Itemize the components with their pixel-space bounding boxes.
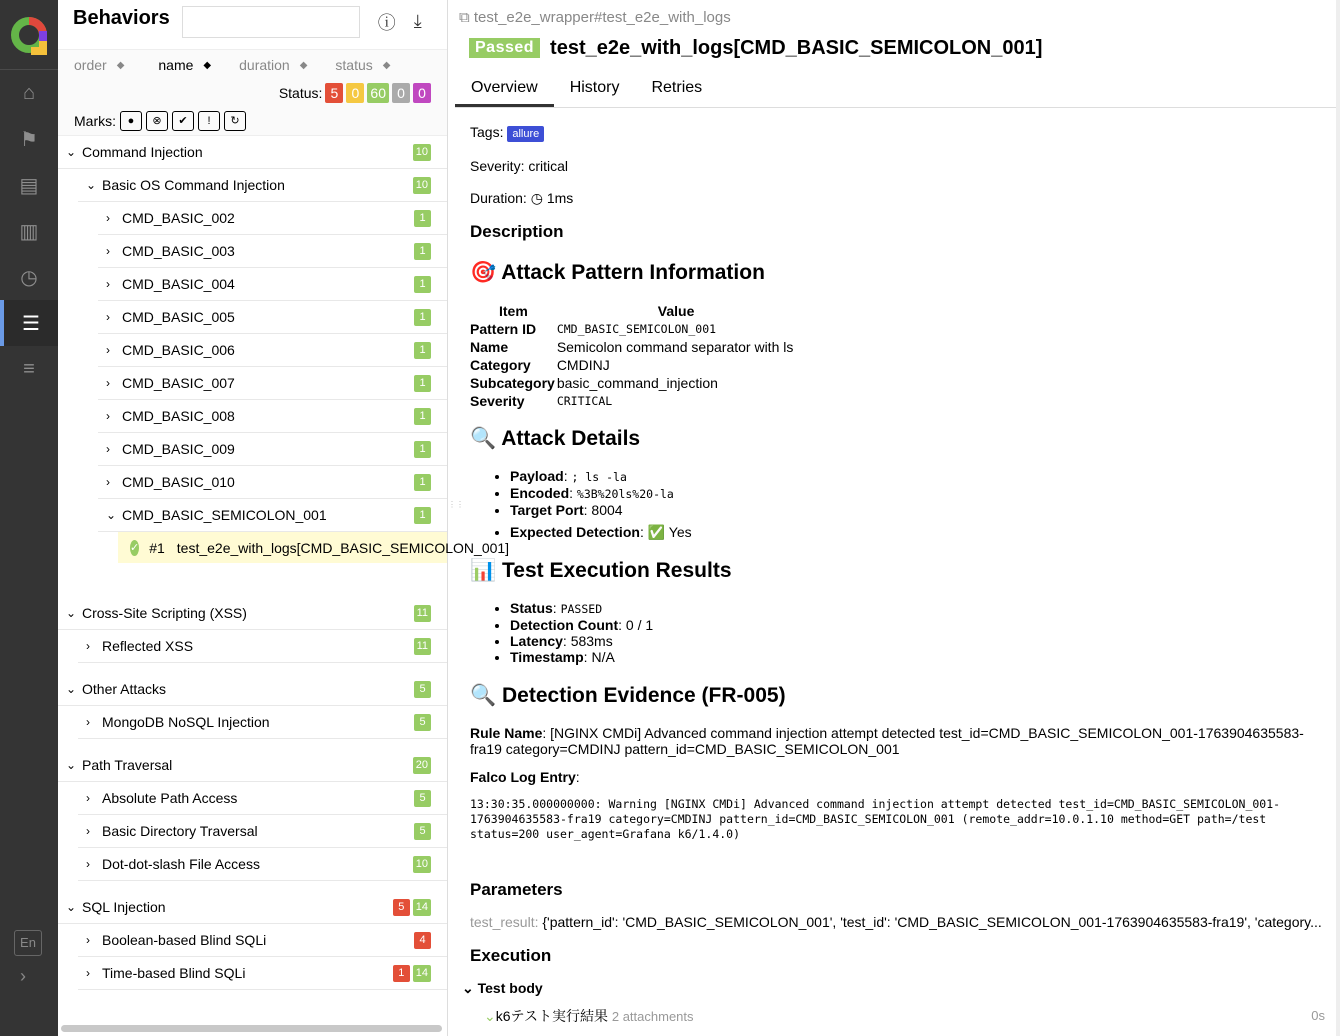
subgroup-label: Absolute Path Access bbox=[102, 790, 238, 806]
sort-bar bbox=[58, 50, 447, 80]
chevron-right-icon: › bbox=[86, 933, 90, 947]
chevron-right-icon: › bbox=[86, 966, 90, 980]
chevron-down-icon: ⌄ bbox=[66, 900, 77, 914]
tab-history[interactable]: History bbox=[569, 79, 620, 96]
chevron-down-icon: ⌄ bbox=[484, 1008, 496, 1024]
search-input[interactable] bbox=[182, 6, 360, 38]
count-badge: 10 bbox=[413, 177, 431, 194]
chevron-right-icon: › bbox=[106, 409, 110, 423]
passed-icon: ✓ bbox=[130, 541, 140, 554]
subgroup-label: Basic OS Command Injection bbox=[102, 177, 285, 193]
clock-icon: ◷ bbox=[530, 190, 543, 206]
language-button[interactable]: En bbox=[14, 930, 42, 956]
tree-subgroup-row[interactable] bbox=[78, 630, 447, 663]
list-item: • Latency: 583ms bbox=[510, 633, 1325, 649]
count-badge: 11 bbox=[414, 638, 431, 655]
chevron-right-icon: › bbox=[106, 442, 110, 456]
count-badge: 20 bbox=[413, 757, 431, 774]
home-icon[interactable]: ⌂ bbox=[22, 81, 36, 104]
flaky-icon[interactable]: ● bbox=[120, 111, 142, 131]
row-key: Pattern ID bbox=[470, 321, 537, 337]
sort-icon[interactable]: ◆ bbox=[382, 59, 391, 71]
sort-icon[interactable]: ◆ bbox=[299, 59, 308, 71]
count-badge: 14 bbox=[413, 899, 431, 916]
row-value: Semicolon command separator with ls bbox=[556, 339, 794, 355]
new-passed-icon[interactable]: ✔ bbox=[172, 111, 194, 131]
tree-group bbox=[58, 749, 447, 881]
group-label: SQL Injection bbox=[82, 899, 166, 915]
tree-story-row[interactable] bbox=[98, 334, 447, 367]
attack-details-heading: Attack Details bbox=[501, 427, 641, 450]
new-broken-icon[interactable]: ! bbox=[198, 111, 220, 131]
falco-log: 13:30:35.000000000: Warning [NGINX CMDi] Advanced command injection attempt detected test_id=CMD_BASIC_SEMICOLON_001-1763904635583-fra19 category=CMDINJ pattern_id=CMD_BASIC_SEMICOLON_001 (remote_addr=10.0.1.10 method=GET path=/test status=200 user_agent=Grafana k6/1.4.0) bbox=[470, 797, 1281, 841]
tree-story-row[interactable] bbox=[98, 499, 447, 532]
check-icon: ✅ bbox=[647, 524, 666, 540]
count-badge: 5 bbox=[414, 714, 431, 731]
item-key: Status bbox=[510, 600, 553, 616]
tree-subgroup-row[interactable] bbox=[78, 957, 447, 990]
sort-order[interactable]: order bbox=[74, 57, 107, 73]
table-row bbox=[470, 374, 795, 392]
count-badge: 4 bbox=[414, 932, 431, 949]
story-label: CMD_BASIC_003 bbox=[122, 243, 235, 259]
tree-group-row[interactable] bbox=[58, 136, 447, 169]
header-item: Item bbox=[499, 303, 528, 319]
count-badge: 1 bbox=[414, 342, 431, 359]
chevron-down-icon: ⌄ bbox=[106, 508, 117, 522]
tree-subgroup-row[interactable] bbox=[78, 815, 447, 848]
tree-story-row[interactable] bbox=[98, 268, 447, 301]
story-label: CMD_BASIC_005 bbox=[122, 309, 235, 325]
item-value: ; ls -la bbox=[571, 470, 627, 484]
tree-subgroup-row[interactable] bbox=[78, 169, 447, 202]
tree-group-row[interactable] bbox=[58, 597, 447, 630]
test-number: #1 bbox=[149, 539, 165, 556]
expand-nav-icon[interactable]: › bbox=[20, 966, 26, 986]
packages-icon[interactable]: ≡ bbox=[23, 357, 35, 380]
count-badge: 14 bbox=[413, 965, 431, 982]
count-badge: 1 bbox=[393, 965, 410, 982]
test-body-toggle[interactable]: ⌄ Test body bbox=[462, 980, 543, 996]
count-badge: 1 bbox=[414, 210, 431, 227]
marks-label: Marks: bbox=[74, 112, 116, 129]
vertical-scrollbar[interactable] bbox=[1336, 0, 1340, 1036]
chevron-right-icon: › bbox=[86, 791, 90, 805]
group-label: Cross-Site Scripting (XSS) bbox=[82, 605, 247, 621]
chevron-down-icon: ⌄ bbox=[66, 758, 77, 772]
table-row bbox=[470, 392, 795, 410]
sort-name[interactable]: name bbox=[158, 57, 194, 73]
row-key: Category bbox=[470, 357, 531, 373]
parameters-heading: Parameters bbox=[470, 880, 563, 899]
subgroup-label: Time-based Blind SQLi bbox=[102, 965, 246, 981]
tree-story-row[interactable] bbox=[98, 301, 447, 334]
row-value: basic_command_injection bbox=[556, 375, 718, 391]
graph-icon[interactable]: ▥ bbox=[19, 220, 39, 243]
sort-status[interactable]: status bbox=[335, 57, 373, 73]
count-badge: 1 bbox=[414, 474, 431, 491]
nav-sidebar bbox=[0, 0, 58, 1036]
chevron-down-icon: ⌄ bbox=[66, 145, 77, 159]
list-item: • Expected Detection: ✅ Yes bbox=[510, 524, 1325, 540]
row-value: CRITICAL bbox=[556, 394, 613, 408]
magnifier-icon: 🔍 bbox=[470, 684, 497, 707]
item-key: Detection Count bbox=[510, 617, 619, 633]
group-label: Command Injection bbox=[82, 144, 203, 160]
row-key: Name bbox=[470, 339, 509, 355]
tree-group-row[interactable] bbox=[58, 891, 447, 924]
item-value: 0 / 1 bbox=[625, 617, 654, 633]
tree-group-row[interactable] bbox=[58, 673, 447, 706]
chart-icon: 📊 bbox=[470, 559, 497, 582]
broken-filter[interactable]: 0 bbox=[346, 83, 364, 103]
tag-badge: allure bbox=[507, 126, 544, 142]
tree-subgroup-row[interactable] bbox=[78, 706, 447, 739]
rule-name-label: Rule Name bbox=[470, 725, 543, 741]
tree-group-row[interactable] bbox=[58, 749, 447, 782]
pattern-table bbox=[470, 302, 795, 410]
breadcrumb-text: test_e2e_wrapper#test_e2e_with_logs bbox=[473, 9, 731, 26]
chevron-right-icon: › bbox=[86, 715, 90, 729]
chevron-right-icon: › bbox=[106, 310, 110, 324]
story-label: CMD_BASIC_007 bbox=[122, 375, 235, 391]
tree-group bbox=[58, 597, 447, 663]
row-key: Severity bbox=[470, 393, 525, 409]
parameters-execution-section bbox=[462, 880, 1325, 1025]
story-label: CMD_BASIC_004 bbox=[122, 276, 235, 292]
count-badge: 1 bbox=[414, 276, 431, 293]
status-badge: Passed bbox=[469, 38, 540, 58]
header-value: Value bbox=[657, 303, 695, 319]
status-filter bbox=[58, 80, 447, 106]
test-body-label: Test body bbox=[477, 980, 543, 996]
table-row bbox=[470, 320, 795, 338]
tab-overview[interactable]: Overview bbox=[455, 70, 554, 107]
status-label: Status: bbox=[278, 85, 323, 101]
behaviors-icon[interactable]: ☰ bbox=[0, 300, 58, 346]
chevron-right-icon: › bbox=[106, 277, 110, 291]
chevron-right-icon: › bbox=[106, 244, 110, 258]
briefcase-icon[interactable]: ▤ bbox=[19, 174, 39, 197]
parameter: test_result: {'pattern_id': 'CMD_BASIC_SEMICOLON_001', 'test_id': 'CMD_BASIC_SEMICOLON_001-1763904635583-fra19', 'category... bbox=[470, 914, 1322, 930]
severity: Severity: critical bbox=[470, 158, 569, 174]
test-title: test_e2e_with_logs[CMD_BASIC_SEMICOLON_001] bbox=[550, 37, 1043, 59]
tree-story-row[interactable] bbox=[98, 466, 447, 499]
story-label: CMD_BASIC_010 bbox=[122, 474, 235, 490]
table-row bbox=[470, 356, 795, 374]
list-item: • Target Port: 8004 bbox=[510, 502, 1325, 518]
count-badge: 1 bbox=[414, 408, 431, 425]
duration-value: 1ms bbox=[546, 190, 574, 206]
count-badge: 1 bbox=[414, 507, 431, 524]
new-failed-icon[interactable]: ⊗ bbox=[146, 111, 168, 131]
param-name: test_result bbox=[470, 914, 535, 930]
item-key: Expected Detection bbox=[510, 524, 640, 540]
tree-group bbox=[58, 673, 447, 739]
story-label: CMD_BASIC_002 bbox=[122, 210, 235, 226]
breadcrumb bbox=[455, 0, 1340, 26]
retries-icon[interactable]: ↻ bbox=[224, 111, 246, 131]
item-value: %3B%20ls%20-la bbox=[576, 487, 674, 501]
passed-filter[interactable]: 60 bbox=[367, 83, 389, 103]
item-value: N/A bbox=[591, 649, 615, 665]
attack-details-list bbox=[510, 468, 1325, 540]
marks-filter bbox=[58, 106, 447, 136]
tags-label: Tags: bbox=[470, 124, 504, 140]
sort-icon[interactable]: ◆ bbox=[116, 59, 125, 71]
item-key: Payload bbox=[510, 468, 564, 484]
step-duration: 0s bbox=[1311, 1008, 1325, 1023]
tree-story-row[interactable] bbox=[98, 367, 447, 400]
test-details: ⧉ test_e2e_wrapper#test_e2e_with_logs Passed test_e2e_with_logs[CMD_BASIC_SEMICOLON_001] Overview History Retries Tags: allure Severity: critical Duration: ◷ 1ms Description 🎯 Attack Pattern Information Item Value Pattern ID CMD_BASIC_SEMICOLON_001 Name Semicolon command separator with ls Category CMDINJ Subcategory basic_command_injection Severity CRITICAL 🔍 Attack Details • Payload: ; ls -la • Encoded: %3B%20ls%20-la • Target Port: 8004 • Expected Detection: ✅ Yes 📊 Test Execution Results • Status: PASSED • Detection Count: 0 / 1 • Latency: 583ms • Timestamp: N/A 🔍 Detection Evidence (FR-005) Rule Name: [NGINX CMDi] Advanced command injection attempt detected test_id=CMD_BASIC_SEMICOLON_001-1763904635583-fra19 category=CMDINJ pattern_id=CMD_BASIC_SEMICOLON_001 Falco Log Entry: 13:30:35.000000000: Warning [NGINX CMDi] Advanced command injection attempt detected test_id=CMD_BASIC_SEMICOLON_001-1763904635583-fra19 category=CMDINJ pattern_id=CMD_BASIC_SEMICOLON_001 (remote_addr=10.0.1.10 method=GET path=/test status=200 user_agent=Grafana k6/1.4.0) Parameters test_result: {'pattern_id': 'CMD_BASIC_SEMICOLON_001', 'test_id': 'CMD_BASIC_SEMICOLON_001-1763904635583-fra19', 'category... Execution ⌄ Test body ⌄k6テスト実行結果 2 attachments 0s bbox=[455, 0, 1340, 1036]
failed-filter[interactable]: 5 bbox=[325, 83, 343, 103]
story-label: CMD_BASIC_009 bbox=[122, 441, 235, 457]
row-value: CMD_BASIC_SEMICOLON_001 bbox=[556, 322, 717, 336]
chevron-right-icon: › bbox=[86, 824, 90, 838]
step-attachments: 2 attachments bbox=[611, 1009, 694, 1024]
allure-logo[interactable] bbox=[0, 0, 58, 70]
execution-heading: Execution bbox=[470, 946, 552, 965]
chevron-down-icon: ⌄ bbox=[66, 682, 77, 696]
param-value: {'pattern_id': 'CMD_BASIC_SEMICOLON_001', 'test_id': 'CMD_BASIC_SEMICOLON_001-1763904635583-fra19', 'category... bbox=[542, 914, 1322, 930]
tree-story-row[interactable] bbox=[98, 433, 447, 466]
falco-label: Falco Log Entry bbox=[470, 769, 576, 785]
results-heading: Test Execution Results bbox=[502, 559, 732, 582]
duration-label: Duration: bbox=[470, 190, 527, 206]
skipped-filter[interactable]: 0 bbox=[392, 83, 410, 103]
list-item: • Detection Count: 0 / 1 bbox=[510, 617, 1325, 633]
flag-icon[interactable]: ⚑ bbox=[20, 128, 38, 151]
chevron-right-icon: › bbox=[86, 639, 90, 653]
item-value: PASSED bbox=[560, 602, 603, 616]
horizontal-scrollbar[interactable] bbox=[61, 1025, 442, 1032]
subgroup-label: MongoDB NoSQL Injection bbox=[102, 714, 270, 730]
count-badge: 1 bbox=[414, 375, 431, 392]
tree-subgroup-row[interactable] bbox=[78, 924, 447, 957]
step-row[interactable] bbox=[470, 1008, 1325, 1025]
tab-retries[interactable]: Retries bbox=[651, 79, 703, 96]
subgroup-label: Dot-dot-slash File Access bbox=[102, 856, 260, 872]
panel-title: Behaviors bbox=[73, 6, 170, 29]
evidence-heading: Detection Evidence (FR-005) bbox=[502, 684, 786, 707]
tree-group bbox=[58, 891, 447, 990]
count-badge: 1 bbox=[414, 441, 431, 458]
tabs bbox=[455, 70, 1340, 108]
tree-subgroup-row[interactable] bbox=[78, 782, 447, 815]
list-item: • Timestamp: N/A bbox=[510, 649, 1325, 665]
attack-pattern-heading: Attack Pattern Information bbox=[501, 261, 765, 284]
tree-subgroup-row[interactable] bbox=[78, 848, 447, 881]
chevron-down-icon: ⌄ bbox=[66, 606, 77, 620]
chevron-down-icon: ⌄ bbox=[86, 178, 97, 192]
chevron-right-icon: › bbox=[106, 211, 110, 225]
item-key: Target Port bbox=[510, 502, 584, 518]
subgroup-label: Reflected XSS bbox=[102, 638, 194, 654]
count-badge: 1 bbox=[414, 309, 431, 326]
chevron-right-icon: › bbox=[106, 475, 110, 489]
table-row bbox=[470, 338, 795, 356]
count-badge: 5 bbox=[393, 899, 410, 916]
item-value: 583ms bbox=[570, 633, 613, 649]
count-badge: 5 bbox=[414, 681, 431, 698]
item-key: Latency bbox=[510, 633, 563, 649]
target-icon: 🎯 bbox=[470, 261, 497, 284]
unknown-filter[interactable]: 0 bbox=[413, 83, 431, 103]
test-name: test_e2e_with_logs[CMD_BASIC_SEMICOLON_001] bbox=[176, 539, 510, 556]
sort-icon[interactable]: ◆ bbox=[203, 59, 212, 71]
tree-story-row[interactable] bbox=[98, 202, 447, 235]
item-key: Timestamp bbox=[510, 649, 584, 665]
timeline-icon[interactable]: ◷ bbox=[20, 266, 38, 289]
story-label: CMD_BASIC_008 bbox=[122, 408, 235, 424]
list-item: • Encoded: %3B%20ls%20-la bbox=[510, 485, 1325, 502]
tree-story-row[interactable] bbox=[98, 400, 447, 433]
row-value: CMDINJ bbox=[556, 357, 610, 373]
count-badge: 1 bbox=[414, 243, 431, 260]
count-badge: 10 bbox=[413, 856, 431, 873]
count-badge: 10 bbox=[413, 144, 431, 161]
subgroup-label: Boolean-based Blind SQLi bbox=[102, 932, 267, 948]
group-label: Other Attacks bbox=[82, 681, 167, 697]
results-list bbox=[510, 600, 1325, 665]
tree-story-row[interactable] bbox=[98, 235, 447, 268]
item-value: Yes bbox=[668, 524, 692, 540]
sort-duration[interactable]: duration bbox=[239, 57, 290, 73]
item-key: Encoded bbox=[510, 485, 570, 501]
subgroup-label: Basic Directory Traversal bbox=[102, 823, 258, 839]
test-case-row[interactable] bbox=[118, 532, 510, 563]
count-badge: 5 bbox=[414, 823, 431, 840]
info-icon[interactable]: ⓘ bbox=[377, 12, 396, 33]
download-icon[interactable]: ⤓ bbox=[413, 11, 422, 31]
chevron-right-icon: › bbox=[106, 376, 110, 390]
row-key: Subcategory bbox=[470, 375, 555, 391]
story-label: CMD_BASIC_006 bbox=[122, 342, 235, 358]
list-item: • Payload: ; ls -la bbox=[510, 468, 1325, 485]
count-badge: 11 bbox=[414, 605, 431, 622]
copy-icon[interactable]: ⧉ bbox=[459, 9, 474, 26]
chevron-right-icon: › bbox=[86, 857, 90, 871]
count-badge: 5 bbox=[414, 790, 431, 807]
chevron-right-icon: › bbox=[106, 343, 110, 357]
magnifier-icon: 🔍 bbox=[470, 427, 497, 450]
list-item: • Status: PASSED bbox=[510, 600, 1325, 617]
pane-splitter[interactable]: ⋮⋮ bbox=[448, 500, 464, 509]
group-label: Path Traversal bbox=[82, 757, 173, 773]
rule-name: [NGINX CMDi] Advanced command injection attempt detected test_id=CMD_BASIC_SEMICOLON_001-1763904635583-fra19 category=CMDINJ pattern_id=CMD_BASIC_SEMICOLON_001 bbox=[470, 725, 1304, 757]
description-heading: Description bbox=[470, 222, 564, 241]
story-label: CMD_BASIC_SEMICOLON_001 bbox=[122, 507, 327, 523]
item-value: 8004 bbox=[591, 502, 623, 518]
step-name: k6テスト実行結果 bbox=[495, 1008, 608, 1024]
